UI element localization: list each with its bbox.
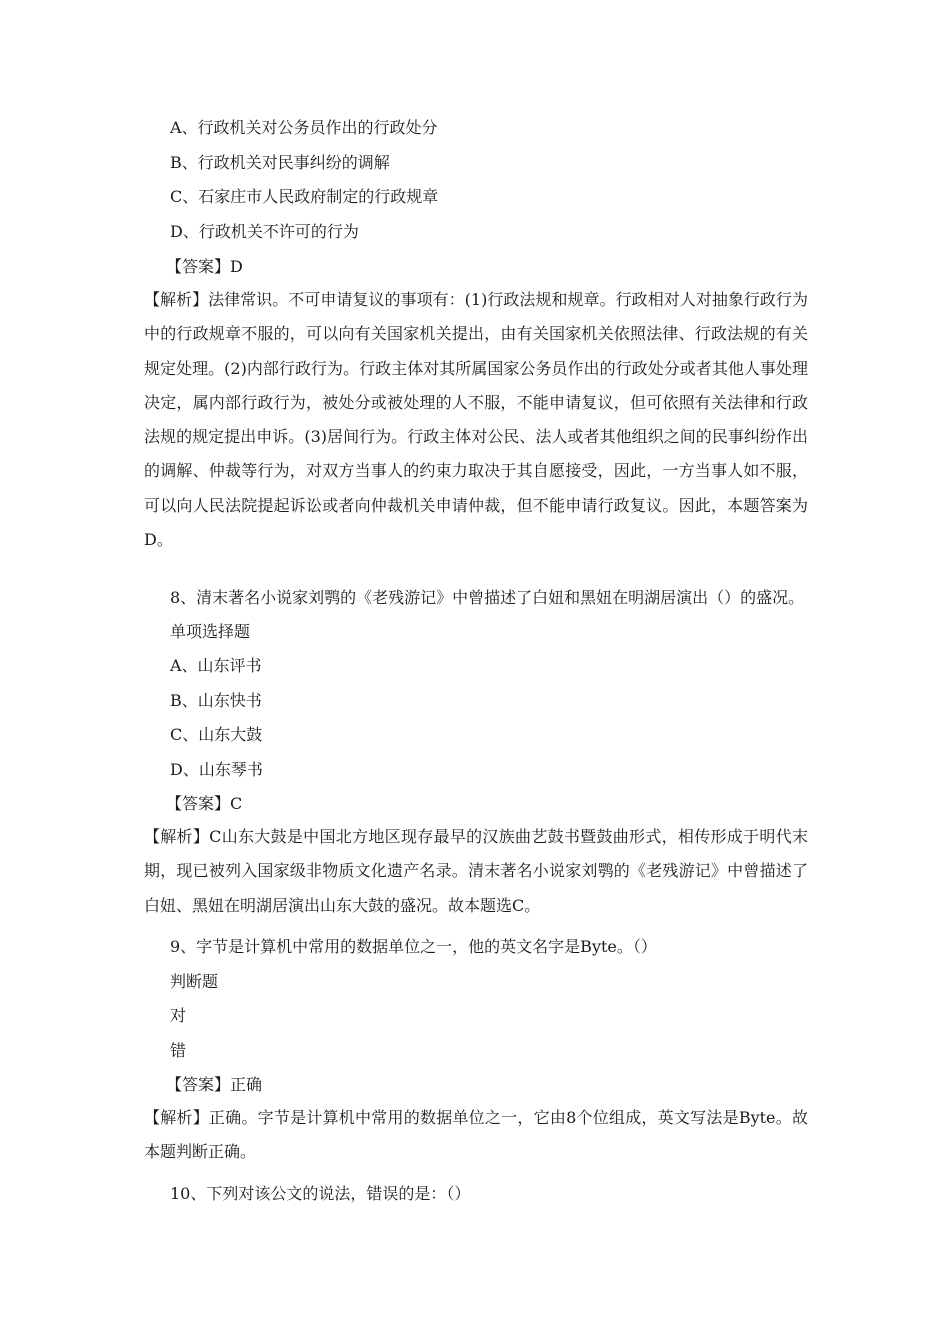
q10-question: 10、下列对该公文的说法，错误的是：（） xyxy=(170,1184,471,1203)
q8-question: 8、清末著名小说家刘鹗的《老残游记》中曾描述了白妞和黑妞在明湖居演出（）的盛况。 xyxy=(170,588,805,607)
q8-answer: 【答案】C xyxy=(166,794,243,813)
q7-option-d: D、行政机关不许可的行为 xyxy=(170,222,359,241)
q7-answer: 【答案】D xyxy=(166,257,243,276)
q9-question: 9、字节是计算机中常用的数据单位之一，他的英文名字是Byte。（） xyxy=(170,937,657,956)
q7-option-b: B、行政机关对民事纠纷的调解 xyxy=(170,153,390,172)
q8-analysis: 【解析】C山东大鼓是中国北方地区现存最早的汉族曲艺鼓书暨鼓曲形式，相传形成于明代末期，现已被列入国家级非物质文化遗产名录。清末著名小说家刘鹗的《老残游记》中曾描述了白妞、黑妞在明湖居演出山东大鼓的盛况。故本题选C。 xyxy=(144,827,808,915)
q8-option-a: A、山东评书 xyxy=(170,656,262,675)
q9-answer: 【答案】正确 xyxy=(166,1075,263,1094)
q9-type: 判断题 xyxy=(170,972,219,991)
q8-option-b: B、山东快书 xyxy=(170,691,262,710)
q8-type: 单项选择题 xyxy=(170,622,251,641)
q9-analysis: 【解析】正确。字节是计算机中常用的数据单位之一，它由8个位组成，英文写法是Byte。故本题判断正确。 xyxy=(144,1108,808,1162)
q9-option-true: 对 xyxy=(170,1006,187,1025)
q7-option-c: C、石家庄市人民政府制定的行政规章 xyxy=(170,187,439,206)
q7-analysis: 【解析】法律常识。不可申请复议的事项有：(1)行政法规和规章。行政相对人对抽象行政行为中的行政规章不服的，可以向有关国家机关提出，由有关国家机关依照法律、行政法规的有关规定处理。(2)内部行政行为。行政主体对其所属国家公务员作出的行政处分或者其他人事处理决定，属内部行政行为，被处分或被处理的人不服，不能申请复议，但可依照有关法律和行政法规的规定提出申诉。(3)居间行为。行政主体对公民、法人或者其他组织之间的民事纠纷作出的调解、仲裁等行为，对双方当事人的约束力取决于其自愿接受，因此，一方当事人如不服，可以向人民法院提起诉讼或者向仲裁机关申请仲裁，但不能申请行政复议。因此，本题答案为D。 xyxy=(144,290,808,550)
q9-option-false: 错 xyxy=(170,1041,187,1060)
q7-option-a: A、行政机关对公务员作出的行政处分 xyxy=(170,118,438,137)
q8-option-d: D、山东琴书 xyxy=(170,760,263,779)
q8-option-c: C、山东大鼓 xyxy=(170,725,263,744)
